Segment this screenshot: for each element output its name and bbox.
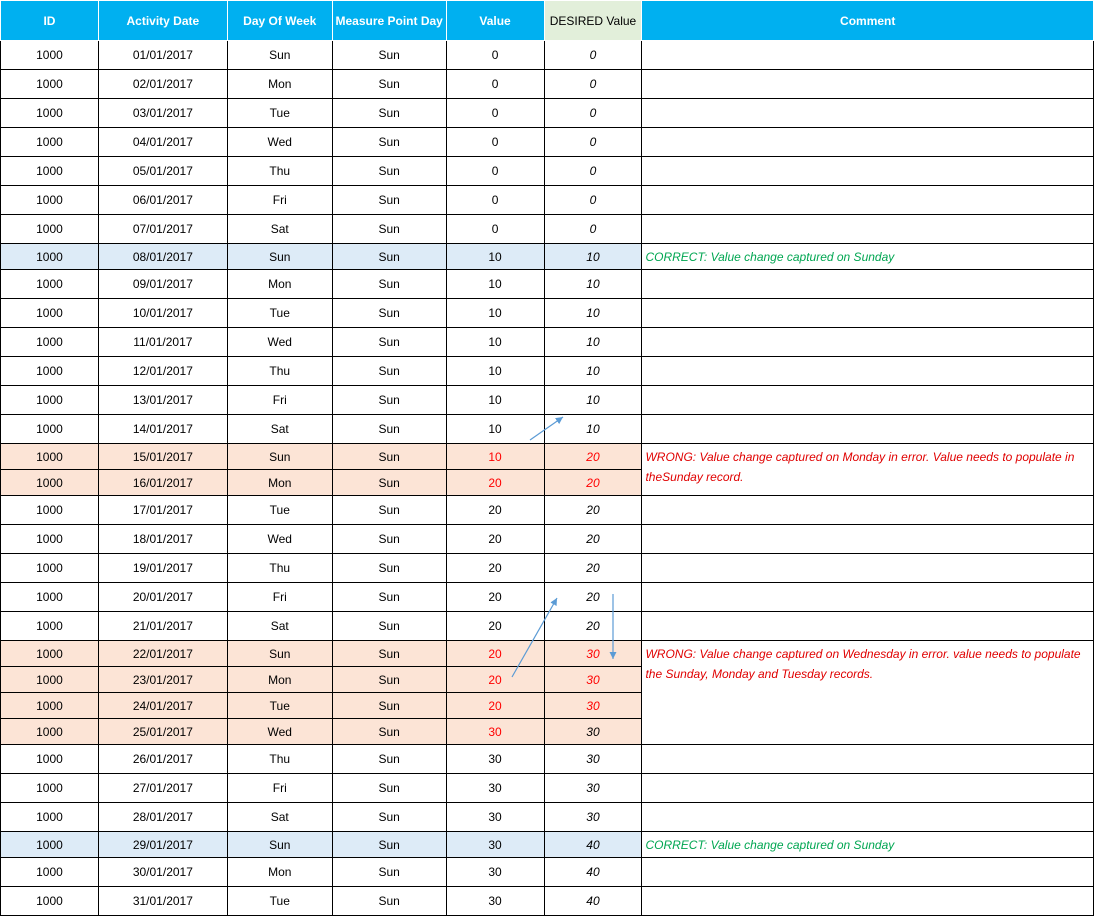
activity-date-cell[interactable]: 02/01/2017 [98,70,227,99]
measure-point-day-cell[interactable]: Sun [332,525,446,554]
activity-date-cell[interactable]: 17/01/2017 [98,496,227,525]
table-row [1,41,1094,70]
activity-date-cell[interactable]: 06/01/2017 [98,186,227,215]
value-cell[interactable]: 20 [446,667,544,693]
day-of-week-cell[interactable]: Sun [227,832,332,858]
table-row [1,328,1094,357]
table-row [1,832,1094,858]
value-cell[interactable]: 30 [446,858,544,887]
id-cell[interactable]: 1000 [1,525,99,554]
measure-point-day-cell[interactable]: Sun [332,328,446,357]
measure-point-day-cell[interactable]: Sun [332,41,446,70]
day-of-week-cell[interactable]: Mon [227,70,332,99]
id-cell[interactable]: 1000 [1,667,99,693]
measure-point-day-cell[interactable]: Sun [332,186,446,215]
desired-value-cell[interactable]: 0 [544,70,642,99]
measure-point-day-cell[interactable]: Sun [332,774,446,803]
day-of-week-cell[interactable]: Wed [227,525,332,554]
id-cell[interactable]: 1000 [1,415,99,444]
table-row [1,444,1094,470]
desired-value-cell[interactable]: 30 [544,719,642,745]
id-cell[interactable]: 1000 [1,554,99,583]
desired-value-cell[interactable]: 30 [544,667,642,693]
table-row [1,357,1094,386]
day-of-week-cell[interactable]: Mon [227,858,332,887]
value-cell[interactable]: 10 [446,444,544,470]
table-row [1,270,1094,299]
table-row [1,745,1094,774]
value-cell[interactable]: 20 [446,583,544,612]
activity-date-cell[interactable]: 08/01/2017 [98,244,227,270]
activity-date-cell[interactable]: 07/01/2017 [98,215,227,244]
id-cell[interactable]: 1000 [1,41,99,70]
comment-cell[interactable] [642,41,1094,70]
comment-cell[interactable] [642,496,1094,525]
desired-value-cell[interactable]: 40 [544,858,642,887]
day-of-week-cell[interactable]: Mon [227,667,332,693]
table-row [1,641,1094,667]
desired-value-cell[interactable]: 10 [544,244,642,270]
day-of-week-cell[interactable]: Fri [227,583,332,612]
activity-date-cell[interactable]: 11/01/2017 [98,328,227,357]
value-cell[interactable]: 20 [446,554,544,583]
comment-cell[interactable] [642,215,1094,244]
comment-cell[interactable] [642,186,1094,215]
day-of-week-cell[interactable]: Thu [227,357,332,386]
value-cell[interactable]: 30 [446,803,544,832]
id-cell[interactable]: 1000 [1,386,99,415]
day-of-week-cell[interactable]: Fri [227,386,332,415]
activity-date-cell[interactable]: 25/01/2017 [98,719,227,745]
day-of-week-cell[interactable]: Sat [227,612,332,641]
day-of-week-cell[interactable]: Wed [227,719,332,745]
id-cell[interactable]: 1000 [1,299,99,328]
desired-value-cell[interactable]: 30 [544,745,642,774]
desired-value-cell[interactable]: 10 [544,328,642,357]
day-of-week-cell[interactable]: Sat [227,215,332,244]
activity-date-cell[interactable]: 09/01/2017 [98,270,227,299]
table-row [1,244,1094,270]
id-cell[interactable]: 1000 [1,803,99,832]
table-row [1,215,1094,244]
table-row [1,299,1094,328]
day-of-week-cell[interactable]: Thu [227,157,332,186]
value-cell[interactable]: 0 [446,157,544,186]
id-cell[interactable]: 1000 [1,583,99,612]
day-of-week-cell[interactable]: Mon [227,470,332,496]
value-cell[interactable]: 0 [446,215,544,244]
comment-cell[interactable] [642,357,1094,386]
comment-cell[interactable] [642,70,1094,99]
measure-point-day-cell[interactable]: Sun [332,99,446,128]
comment-cell[interactable] [642,583,1094,612]
table-row [1,612,1094,641]
table-row [1,415,1094,444]
desired-value-cell[interactable]: 20 [544,470,642,496]
measure-point-day-cell[interactable]: Sun [332,496,446,525]
table-row [1,554,1094,583]
header-measure-point-day[interactable]: Measure Point Day [332,1,446,41]
desired-value-cell[interactable]: 20 [544,554,642,583]
desired-value-cell[interactable]: 40 [544,887,642,916]
header-row [1,1,1094,41]
activity-date-cell[interactable]: 18/01/2017 [98,525,227,554]
day-of-week-cell[interactable]: Wed [227,128,332,157]
id-cell[interactable]: 1000 [1,244,99,270]
table-row [1,525,1094,554]
value-cell[interactable]: 10 [446,386,544,415]
id-cell[interactable]: 1000 [1,444,99,470]
desired-value-cell[interactable]: 20 [544,525,642,554]
value-cell[interactable]: 20 [446,612,544,641]
desired-value-cell[interactable]: 10 [544,299,642,328]
measure-point-day-cell[interactable]: Sun [332,444,446,470]
id-cell[interactable]: 1000 [1,774,99,803]
value-cell[interactable]: 10 [446,299,544,328]
measure-point-day-cell[interactable]: Sun [332,470,446,496]
measure-point-day-cell[interactable]: Sun [332,832,446,858]
measure-point-day-cell[interactable]: Sun [332,693,446,719]
table-row [1,496,1094,525]
day-of-week-cell[interactable]: Mon [227,270,332,299]
id-cell[interactable]: 1000 [1,641,99,667]
value-cell[interactable]: 30 [446,887,544,916]
day-of-week-cell[interactable]: Sun [227,244,332,270]
header-day-of-week[interactable]: Day Of Week [227,1,332,41]
desired-value-cell[interactable]: 20 [544,444,642,470]
activity-date-cell[interactable]: 16/01/2017 [98,470,227,496]
comment-cell[interactable] [642,128,1094,157]
value-cell[interactable]: 0 [446,41,544,70]
id-cell[interactable]: 1000 [1,128,99,157]
header-id[interactable]: ID [1,1,99,41]
comment-cell[interactable]: WRONG: Value change captured on Monday in error. Value needs to populate in theSunday record. [642,444,1094,496]
activity-date-cell[interactable]: 30/01/2017 [98,858,227,887]
measure-point-day-cell[interactable]: Sun [332,745,446,774]
comment-cell[interactable] [642,328,1094,357]
measure-point-day-cell[interactable]: Sun [332,641,446,667]
activity-date-cell[interactable]: 10/01/2017 [98,299,227,328]
value-cell[interactable]: 20 [446,693,544,719]
id-cell[interactable]: 1000 [1,470,99,496]
desired-value-cell[interactable]: 30 [544,774,642,803]
day-of-week-cell[interactable]: Wed [227,328,332,357]
measure-point-day-cell[interactable]: Sun [332,357,446,386]
comment-cell[interactable] [642,386,1094,415]
value-cell[interactable]: 0 [446,99,544,128]
activity-date-cell[interactable]: 27/01/2017 [98,774,227,803]
desired-value-cell[interactable]: 20 [544,612,642,641]
comment-cell[interactable] [642,99,1094,128]
activity-date-cell[interactable]: 22/01/2017 [98,641,227,667]
day-of-week-cell[interactable]: Thu [227,745,332,774]
measure-point-day-cell[interactable]: Sun [332,803,446,832]
desired-value-cell[interactable]: 10 [544,357,642,386]
table-row [1,128,1094,157]
day-of-week-cell[interactable]: Sun [227,444,332,470]
measure-point-day-cell[interactable]: Sun [332,719,446,745]
measure-point-day-cell[interactable]: Sun [332,157,446,186]
id-cell[interactable]: 1000 [1,612,99,641]
measure-point-day-cell[interactable]: Sun [332,299,446,328]
day-of-week-cell[interactable]: Tue [227,496,332,525]
measure-point-day-cell[interactable]: Sun [332,386,446,415]
desired-value-cell[interactable]: 20 [544,583,642,612]
value-cell[interactable]: 0 [446,128,544,157]
id-cell[interactable]: 1000 [1,832,99,858]
activity-date-cell[interactable]: 01/01/2017 [98,41,227,70]
id-cell[interactable]: 1000 [1,99,99,128]
measure-point-day-cell[interactable]: Sun [332,215,446,244]
desired-value-cell[interactable]: 30 [544,693,642,719]
value-cell[interactable]: 10 [446,270,544,299]
header-desired-value[interactable]: DESIRED Value [544,1,642,41]
id-cell[interactable]: 1000 [1,157,99,186]
id-cell[interactable]: 1000 [1,328,99,357]
value-cell[interactable]: 0 [446,186,544,215]
measure-point-day-cell[interactable]: Sun [332,128,446,157]
measure-point-day-cell[interactable]: Sun [332,415,446,444]
comment-cell[interactable] [642,415,1094,444]
activity-date-cell[interactable]: 04/01/2017 [98,128,227,157]
activity-date-cell[interactable]: 28/01/2017 [98,803,227,832]
value-cell[interactable]: 10 [446,244,544,270]
table-row [1,99,1094,128]
comment-cell[interactable] [642,745,1094,774]
measure-point-day-cell[interactable]: Sun [332,270,446,299]
id-cell[interactable]: 1000 [1,357,99,386]
measure-point-day-cell[interactable]: Sun [332,858,446,887]
day-of-week-cell[interactable]: Tue [227,299,332,328]
id-cell[interactable]: 1000 [1,186,99,215]
day-of-week-cell[interactable]: Tue [227,887,332,916]
activity-date-cell[interactable]: 20/01/2017 [98,583,227,612]
table-row [1,858,1094,887]
table-row [1,774,1094,803]
table-row [1,887,1094,916]
activity-date-cell[interactable]: 24/01/2017 [98,693,227,719]
desired-value-cell[interactable]: 10 [544,270,642,299]
comment-cell[interactable] [642,554,1094,583]
day-of-week-cell[interactable]: Sun [227,641,332,667]
desired-value-cell[interactable]: 10 [544,415,642,444]
desired-value-cell[interactable]: 0 [544,128,642,157]
id-cell[interactable]: 1000 [1,887,99,916]
id-cell[interactable]: 1000 [1,496,99,525]
value-cell[interactable]: 20 [446,641,544,667]
activity-date-cell[interactable]: 12/01/2017 [98,357,227,386]
id-cell[interactable]: 1000 [1,70,99,99]
id-cell[interactable]: 1000 [1,270,99,299]
table-row [1,157,1094,186]
id-cell[interactable]: 1000 [1,719,99,745]
table-row [1,386,1094,415]
activity-date-cell[interactable]: 29/01/2017 [98,832,227,858]
comment-cell[interactable] [642,803,1094,832]
desired-value-cell[interactable]: 0 [544,186,642,215]
comment-cell[interactable] [642,270,1094,299]
measure-point-day-cell[interactable]: Sun [332,612,446,641]
table-row [1,583,1094,612]
desired-value-cell[interactable]: 10 [544,386,642,415]
desired-value-cell[interactable]: 0 [544,41,642,70]
value-cell[interactable]: 30 [446,745,544,774]
measure-point-day-cell[interactable]: Sun [332,667,446,693]
id-cell[interactable]: 1000 [1,215,99,244]
activity-date-cell[interactable]: 14/01/2017 [98,415,227,444]
value-cell[interactable]: 10 [446,328,544,357]
activity-date-cell[interactable]: 15/01/2017 [98,444,227,470]
activity-date-cell[interactable]: 23/01/2017 [98,667,227,693]
value-cell[interactable]: 20 [446,470,544,496]
comment-cell[interactable] [642,525,1094,554]
day-of-week-cell[interactable]: Sat [227,803,332,832]
day-of-week-cell[interactable]: Sun [227,41,332,70]
table-row [1,803,1094,832]
comment-cell[interactable] [642,157,1094,186]
value-cell[interactable]: 30 [446,719,544,745]
header-comment[interactable]: Comment [642,1,1094,41]
activity-date-cell[interactable]: 31/01/2017 [98,887,227,916]
activity-date-cell[interactable]: 26/01/2017 [98,745,227,774]
measure-point-day-cell[interactable]: Sun [332,887,446,916]
value-cell[interactable]: 30 [446,774,544,803]
comment-cell[interactable] [642,774,1094,803]
measure-point-day-cell[interactable]: Sun [332,70,446,99]
measure-point-day-cell[interactable]: Sun [332,554,446,583]
desired-value-cell[interactable]: 30 [544,803,642,832]
desired-value-cell[interactable]: 30 [544,641,642,667]
comment-cell[interactable] [642,887,1094,916]
day-of-week-cell[interactable]: Fri [227,774,332,803]
day-of-week-cell[interactable]: Tue [227,99,332,128]
day-of-week-cell[interactable]: Tue [227,693,332,719]
day-of-week-cell[interactable]: Fri [227,186,332,215]
id-cell[interactable]: 1000 [1,858,99,887]
value-cell[interactable]: 0 [446,70,544,99]
day-of-week-cell[interactable]: Thu [227,554,332,583]
desired-value-cell[interactable]: 0 [544,157,642,186]
value-cell[interactable]: 10 [446,415,544,444]
id-cell[interactable]: 1000 [1,693,99,719]
table-row [1,70,1094,99]
activity-date-cell[interactable]: 05/01/2017 [98,157,227,186]
id-cell[interactable]: 1000 [1,745,99,774]
comment-cell[interactable]: WRONG: Value change captured on Wednesday in error. value needs to populate the Sunday, Monday and Tuesday records. [642,641,1094,745]
comment-cell[interactable] [642,858,1094,887]
desired-value-cell[interactable]: 0 [544,99,642,128]
desired-value-cell[interactable]: 20 [544,496,642,525]
comment-cell[interactable] [642,612,1094,641]
activity-date-cell[interactable]: 03/01/2017 [98,99,227,128]
comment-cell[interactable] [642,299,1094,328]
measure-point-day-cell[interactable]: Sun [332,244,446,270]
activity-date-cell[interactable]: 19/01/2017 [98,554,227,583]
comment-cell[interactable]: CORRECT: Value change captured on Sunday [642,244,1094,270]
value-cell[interactable]: 30 [446,832,544,858]
table-row [1,186,1094,215]
comment-cell[interactable]: CORRECT: Value change captured on Sunday [642,832,1094,858]
day-of-week-cell[interactable]: Sat [227,415,332,444]
value-cell[interactable]: 20 [446,525,544,554]
measure-point-day-cell[interactable]: Sun [332,583,446,612]
value-cell[interactable]: 20 [446,496,544,525]
activity-date-cell[interactable]: 13/01/2017 [98,386,227,415]
desired-value-cell[interactable]: 40 [544,832,642,858]
header-value[interactable]: Value [446,1,544,41]
header-activity-date[interactable]: Activity Date [98,1,227,41]
desired-value-cell[interactable]: 0 [544,215,642,244]
value-cell[interactable]: 10 [446,357,544,386]
activity-date-cell[interactable]: 21/01/2017 [98,612,227,641]
